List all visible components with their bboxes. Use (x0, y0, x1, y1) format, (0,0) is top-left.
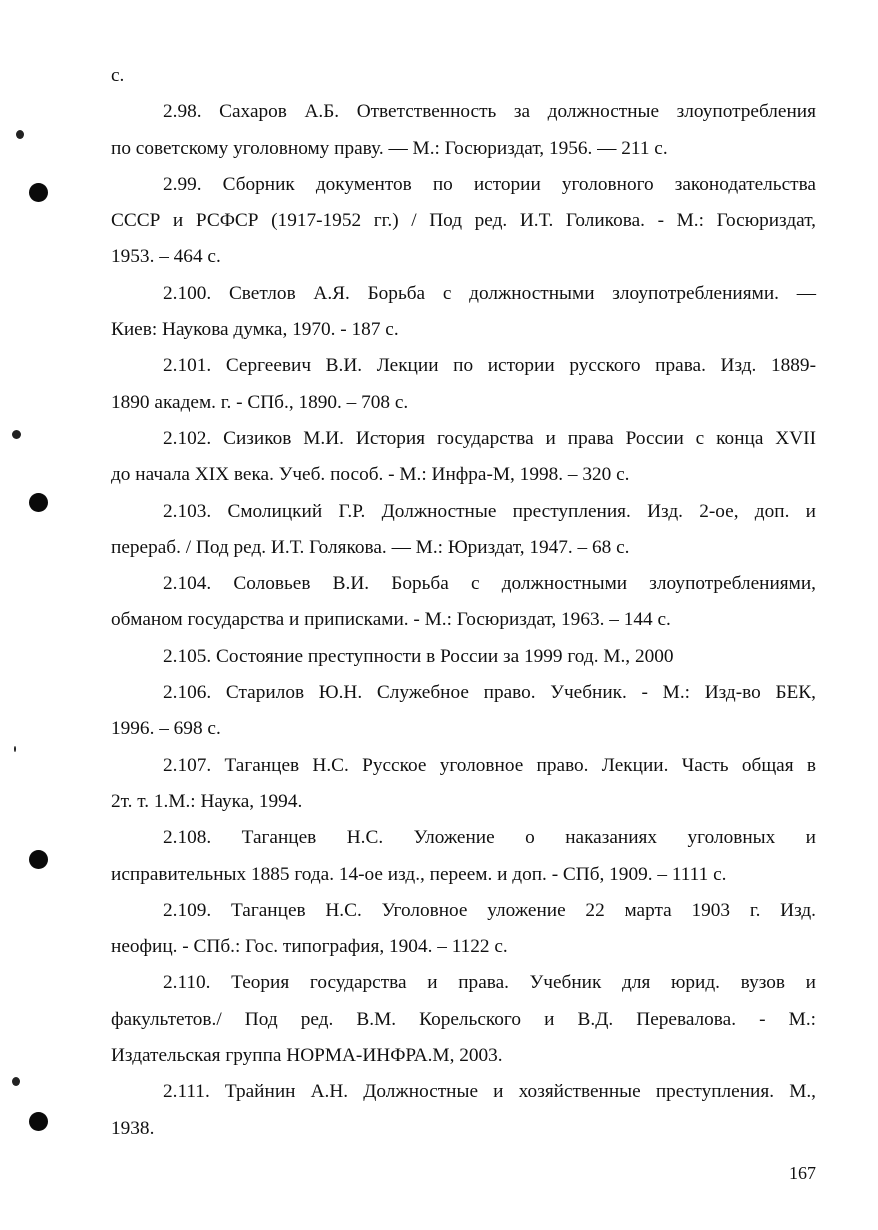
text-line: 2.107. Таганцев Н.С. Русское уголовное право. Лекции. Часть общая в (163, 754, 816, 776)
text-line: 1996. – 698 с. (111, 718, 221, 740)
text-line: 2.106. Старилов Ю.Н. Служебное право. Учебник. - М.: Изд-во БЕК, (163, 682, 816, 704)
text-line: неофиц. - СПб.: Гос. типография, 1904. – 1122 с. (111, 936, 508, 958)
text-line: перераб. / Под ред. И.Т. Голякова. — М.: Юриздат, 1947. – 68 с. (111, 536, 630, 558)
text-line: 2.109. Таганцев Н.С. Уголовное уложение 22 марта 1903 г. Изд. (163, 899, 816, 921)
scan-speck (14, 746, 16, 752)
text-line: 2.101. Сергеевич В.И. Лекции по истории русского права. Изд. 1889- (163, 355, 816, 377)
text-line: 2.108. Таганцев Н.С. Уложение о наказаниях уголовных и (163, 827, 816, 849)
text-line: до начала XIX века. Учеб. пособ. - М.: Инфра-М, 1998. – 320 с. (111, 464, 630, 486)
punch-hole (29, 850, 48, 869)
page-number: 167 (789, 1163, 816, 1183)
scan-speck (12, 430, 21, 439)
text-line: 2.103. Смолицкий Г.Р. Должностные преступления. Изд. 2-ое, доп. и (163, 500, 816, 522)
text-line: 1953. – 464 с. (111, 246, 221, 268)
text-line: по советскому уголовному праву. — М.: Госюриздат, 1956. — 211 с. (111, 137, 668, 159)
text-line: 2.105. Состояние преступности в России за 1999 год. М., 2000 (163, 645, 674, 667)
text-line: обманом государства и приписками. - М.: Госюриздат, 1963. – 144 с. (111, 609, 671, 631)
text-line: исправительных 1885 года. 14-ое изд., переем. и доп. - СПб, 1909. – 1111 с. (111, 863, 727, 885)
scan-speck (12, 1077, 20, 1086)
text-line: 2.98. Сахаров А.Б. Ответственность за должностные злоупотребления (163, 101, 816, 123)
text-line: 1938. (111, 1117, 155, 1139)
text-line: СССР и РСФСР (1917-1952 гг.) / Под ред. И.Т. Голикова. - М.: Госюриздат, (111, 210, 816, 232)
punch-hole (29, 1112, 48, 1131)
text-line: 2.100. Светлов А.Я. Борьба с должностными злоупотреблениями. — (163, 282, 816, 304)
text-line: с. (111, 65, 125, 86)
text-line: 2.104. Соловьев В.И. Борьба с должностными злоупотреблениями, (163, 573, 816, 595)
scan-speck (16, 130, 24, 139)
punch-hole (29, 493, 48, 512)
text-line: Киев: Наукова думка, 1970. - 187 с. (111, 319, 399, 341)
punch-hole (29, 183, 48, 202)
text-line: Издательская группа НОРМА-ИНФРА.М, 2003. (111, 1045, 503, 1067)
text-line: факультетов./ Под ред. В.М. Корельского и В.Д. Перевалова. - М.: (111, 1008, 816, 1030)
text-line: 1890 академ. г. - СПб., 1890. – 708 с. (111, 391, 409, 413)
text-line: 2.111. Трайнин А.Н. Должностные и хозяйственные преступления. М., (163, 1081, 816, 1103)
text-line: 2.99. Сборник документов по истории уголовного законодательства (163, 173, 816, 195)
bibliography-text (111, 58, 816, 1147)
text-line: 2.110. Теория государства и права. Учебник для юрид. вузов и (163, 972, 816, 994)
text-line: 2т. т. 1.М.: Наука, 1994. (111, 790, 303, 812)
text-line: 2.102. Сизиков М.И. История государства и права России с конца XVII (163, 427, 816, 449)
